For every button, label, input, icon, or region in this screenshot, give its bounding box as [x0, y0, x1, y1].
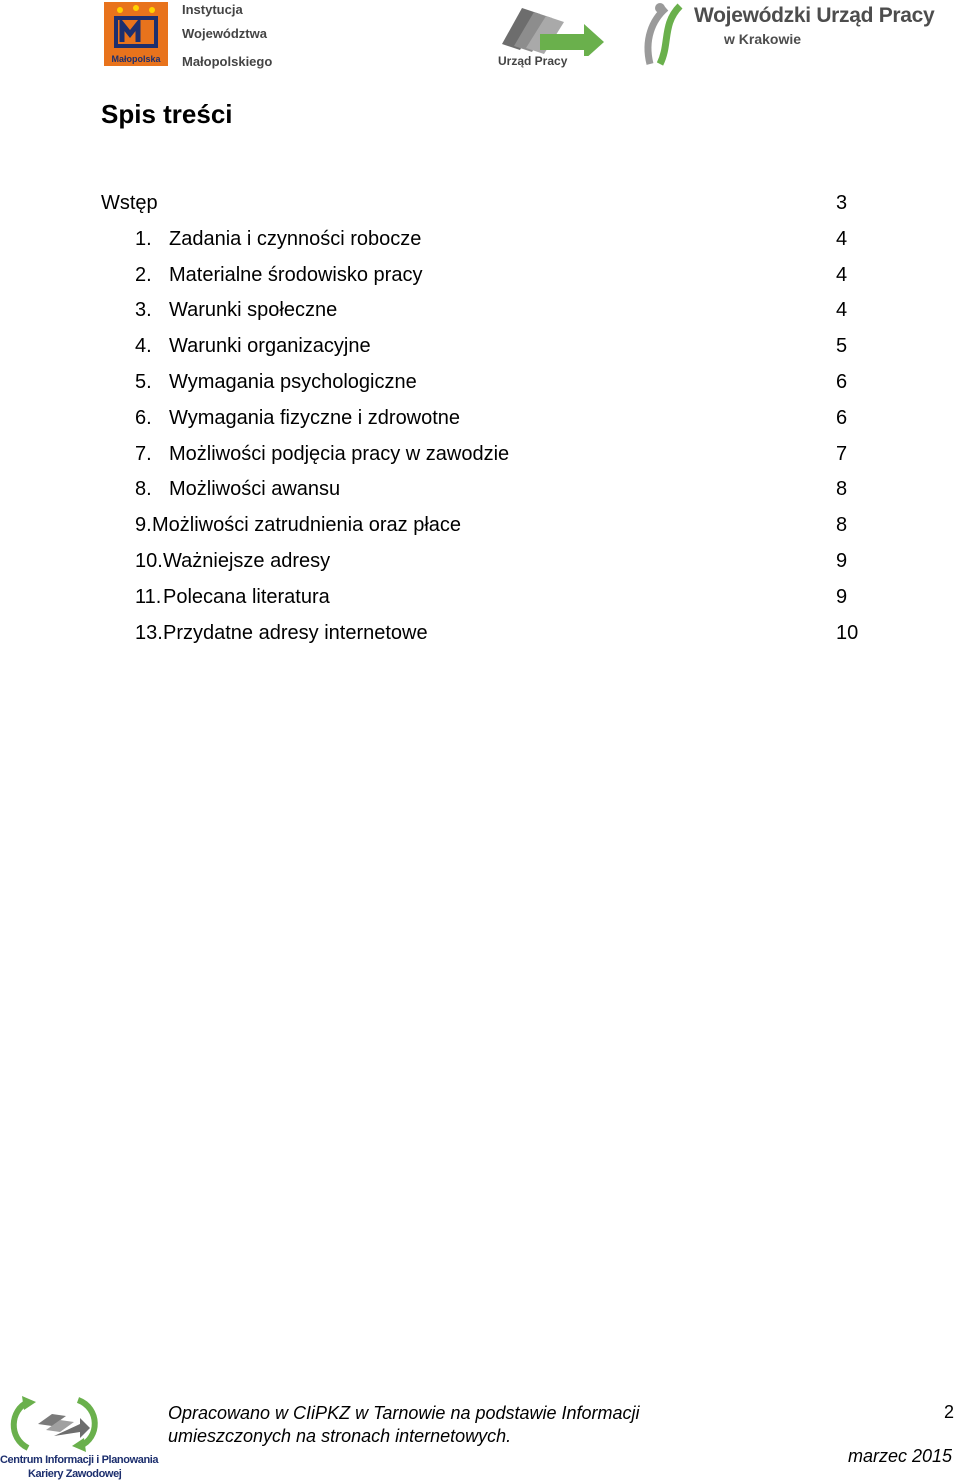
- toc-entry-page: 6: [836, 371, 848, 393]
- toc-entry-label: Wymagania fizyczne i zdrowotne: [169, 407, 461, 429]
- toc-entry-number: 8.: [135, 478, 152, 500]
- toc-entry-number: 10.: [135, 550, 163, 572]
- malopolska-badge-text: Małopolska: [111, 54, 161, 64]
- toc-entry-label: Materialne środowisko pracy: [169, 264, 423, 286]
- toc-entry-label: Wymagania psychologiczne: [169, 371, 417, 393]
- toc-entry-number: 2.: [135, 264, 152, 286]
- toc-entry-number: 11.: [135, 586, 162, 608]
- toc-entry[interactable]: [0, 367, 960, 403]
- wup-logo-line1: Wojewódzki Urząd Pracy: [694, 4, 935, 27]
- urzad-pracy-caption: Urząd Pracy: [498, 54, 568, 68]
- toc-entry-number: 13.: [135, 622, 163, 644]
- toc-entry[interactable]: [0, 403, 960, 439]
- urzad-pracy-cards-arrow-icon: [496, 0, 608, 56]
- footer-note: Opracowano w CIiPKZ w Tarnowie na podstawie Informacji umieszczonych na stronach internetowych.: [168, 1403, 640, 1446]
- toc-entry-page: 4: [836, 299, 848, 321]
- toc-entry-page: 5: [836, 335, 848, 357]
- ciipkz-logo-line1: Centrum Informacji i Planowania: [0, 1454, 159, 1466]
- toc-entry[interactable]: [0, 224, 960, 260]
- toc-entry-number: 1.: [135, 228, 152, 250]
- toc-entry-number: 6.: [135, 407, 152, 429]
- page-title: Spis treści: [101, 99, 233, 129]
- toc-entry-number: 3.: [135, 299, 152, 321]
- page-number: 2: [944, 1402, 955, 1422]
- malopolska-logo-line1: Instytucja: [182, 2, 243, 17]
- toc-entry-page: 9: [836, 586, 848, 608]
- toc-entry[interactable]: [0, 439, 960, 475]
- toc-entry-page: 9: [836, 550, 848, 572]
- toc-entry-page: 7: [836, 443, 848, 465]
- toc-entry-label: Ważniejsze adresy: [163, 550, 331, 572]
- page-footer: [0, 1390, 960, 1482]
- toc-entry[interactable]: [0, 260, 960, 296]
- page-header: [0, 0, 960, 80]
- toc-entry[interactable]: [0, 546, 960, 582]
- toc-entry-number: 7.: [135, 443, 152, 465]
- wup-krakow-logo: [640, 0, 950, 70]
- malopolska-badge: [104, 2, 168, 66]
- toc-entry-label: Warunki organizacyjne: [169, 335, 371, 357]
- footer-date: marzec 2015: [848, 1446, 953, 1466]
- toc-entry-page: 6: [836, 407, 848, 429]
- toc-entry-label: Wstęp: [101, 192, 158, 214]
- malopolska-logo: [104, 2, 276, 72]
- toc-entry[interactable]: [0, 618, 960, 654]
- toc-entry-page: 10: [836, 622, 859, 644]
- wup-figure-icon: [640, 0, 690, 66]
- malopolska-logo-line2: Województwa: [182, 26, 267, 41]
- toc-entry-label: Przydatne adresy internetowe: [163, 622, 428, 644]
- toc-entry[interactable]: [0, 582, 960, 618]
- toc-entry-number: 4.: [135, 335, 152, 357]
- toc-entry-label: Warunki społeczne: [169, 299, 338, 321]
- toc-entry-label: Możliwości zatrudnienia oraz płace: [152, 514, 462, 536]
- ciipkz-logo-line2: Kariery Zawodowej: [28, 1468, 122, 1480]
- toc-entry-page: 3: [836, 192, 848, 214]
- toc-entry-label: Zadania i czynności robocze: [169, 228, 422, 250]
- toc-entry[interactable]: [0, 510, 960, 546]
- toc-entry-page: 4: [836, 264, 848, 286]
- toc-entry-page: 4: [836, 228, 848, 250]
- wup-logo-line2: w Krakowie: [724, 31, 802, 47]
- toc-entry-label: Polecana literatura: [163, 586, 330, 608]
- toc-entry-label: Możliwości podjęcia pracy w zawodzie: [169, 443, 510, 465]
- toc-entry-label: Możliwości awansu: [169, 478, 341, 500]
- urzad-pracy-logo: [496, 0, 608, 72]
- toc-entry[interactable]: [0, 188, 960, 224]
- toc-entry-page: 8: [836, 478, 848, 500]
- toc-entry-number: 5.: [135, 371, 152, 393]
- toc-entry[interactable]: [0, 474, 960, 510]
- toc-entry-page: 8: [836, 514, 848, 536]
- toc-entry-number: 9.: [135, 514, 152, 536]
- toc-entry[interactable]: [0, 295, 960, 331]
- toc-entry[interactable]: [0, 331, 960, 367]
- ciipkz-logo: [0, 1394, 159, 1480]
- ciipkz-arrows-icon: [0, 1394, 110, 1452]
- malopolska-logo-line3: Małopolskiego: [182, 54, 273, 69]
